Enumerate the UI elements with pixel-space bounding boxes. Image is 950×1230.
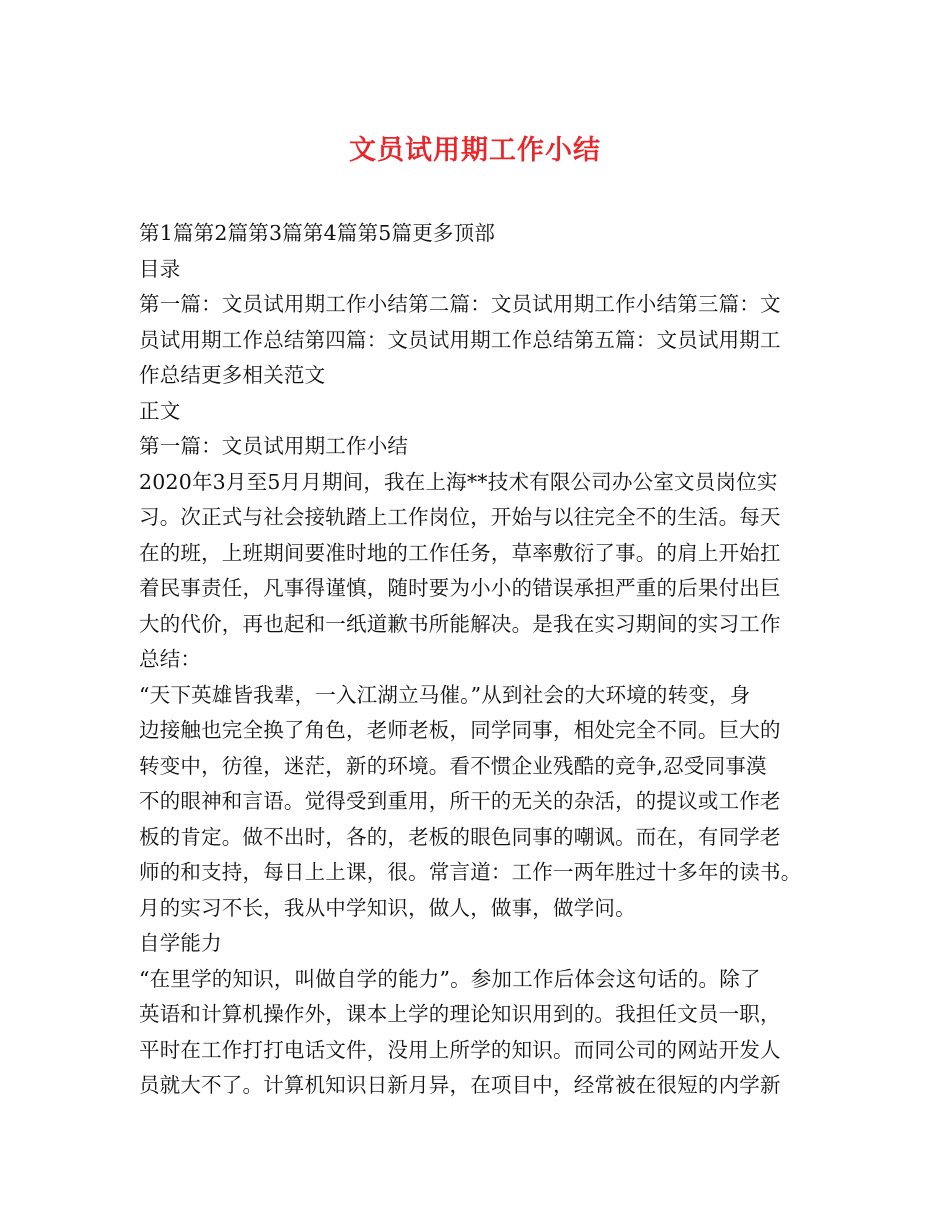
toc-heading: 目录 <box>139 256 181 281</box>
paragraph-line: 边接触也完全换了角色，老师老板，同学同事，相处完全不同。巨大的 <box>139 718 781 742</box>
paragraph-line: 着民事责任，凡事得谨慎，随时要为小小的错误承担严重的后果付出巨 <box>139 576 781 600</box>
paragraph-line: 师的和支持，每日上上课，很。常言道：工作一两年胜过十多年的读书。 <box>139 860 802 884</box>
paragraph-line: 月的实习不长，我从中学知识，做人，做事，做学问。 <box>139 895 636 920</box>
paragraph-line: 在的班，上班期间要准时地的工作任务，草率敷衍了事。的肩上开始扛 <box>139 540 781 565</box>
nav-links-line: 第1篇第2篇第3篇第4篇第5篇更多顶部 <box>139 221 496 245</box>
toc-line: 员试用期工作总结第四篇：文员试用期工作总结第五篇：文员试用期工 <box>139 327 781 352</box>
body-heading: 正文 <box>139 398 181 423</box>
paragraph-line: 总结： <box>139 647 202 671</box>
document-title: 文员试用期工作小结 <box>349 135 601 166</box>
paragraph-line: 转变中，彷徨，迷茫，新的环境。看不惯企业残酷的竞争,忍受同事漠 <box>139 753 767 778</box>
paragraph-line: 习。次正式与社会接轨踏上工作岗位，开始与以往完全不的生活。每天 <box>139 505 781 529</box>
paragraph-line: “天下英雄皆我辈，一入江湖立马催。”从到社会的大环境的转变，身 <box>139 682 751 707</box>
paragraph-line: 板的肯定。做不出时，各的，老板的眼色同事的嘲讽。而在，有同学老 <box>139 824 781 849</box>
paragraph-line: 大的代价，再也起和一纸道歉书所能解决。是我在实习期间的实习工作 <box>139 611 781 636</box>
paragraph-line: 2020年3月至5月月期间，我在上海**技术有限公司办公室文员岗位实 <box>139 469 778 494</box>
document-body <box>139 216 829 1104</box>
paragraph-line: 不的眼神和言语。觉得受到重用，所干的无关的杂活，的提议或工作老 <box>139 789 781 813</box>
paragraph-line: 英语和计算机操作外，课本上学的理论知识用到的。我担任文员一职， <box>139 1002 781 1026</box>
toc-line: 作总结更多相关范文 <box>139 363 326 387</box>
subsection-heading: 自学能力 <box>139 931 222 955</box>
toc-line: 第一篇：文员试用期工作小结第二篇：文员试用期工作小结第三篇：文 <box>139 292 781 316</box>
paragraph-line: 员就大不了。计算机知识日新月异，在项目中，经常被在很短的内学新 <box>139 1073 781 1097</box>
section-heading: 第一篇：文员试用期工作小结 <box>139 434 409 458</box>
paragraph-line: 平时在工作打打电话文件，没用上所学的知识。而同公司的网站开发人 <box>139 1037 781 1062</box>
paragraph-line: “在里学的知识，叫做自学的能力”。参加工作后体会这句话的。除了 <box>139 966 761 991</box>
